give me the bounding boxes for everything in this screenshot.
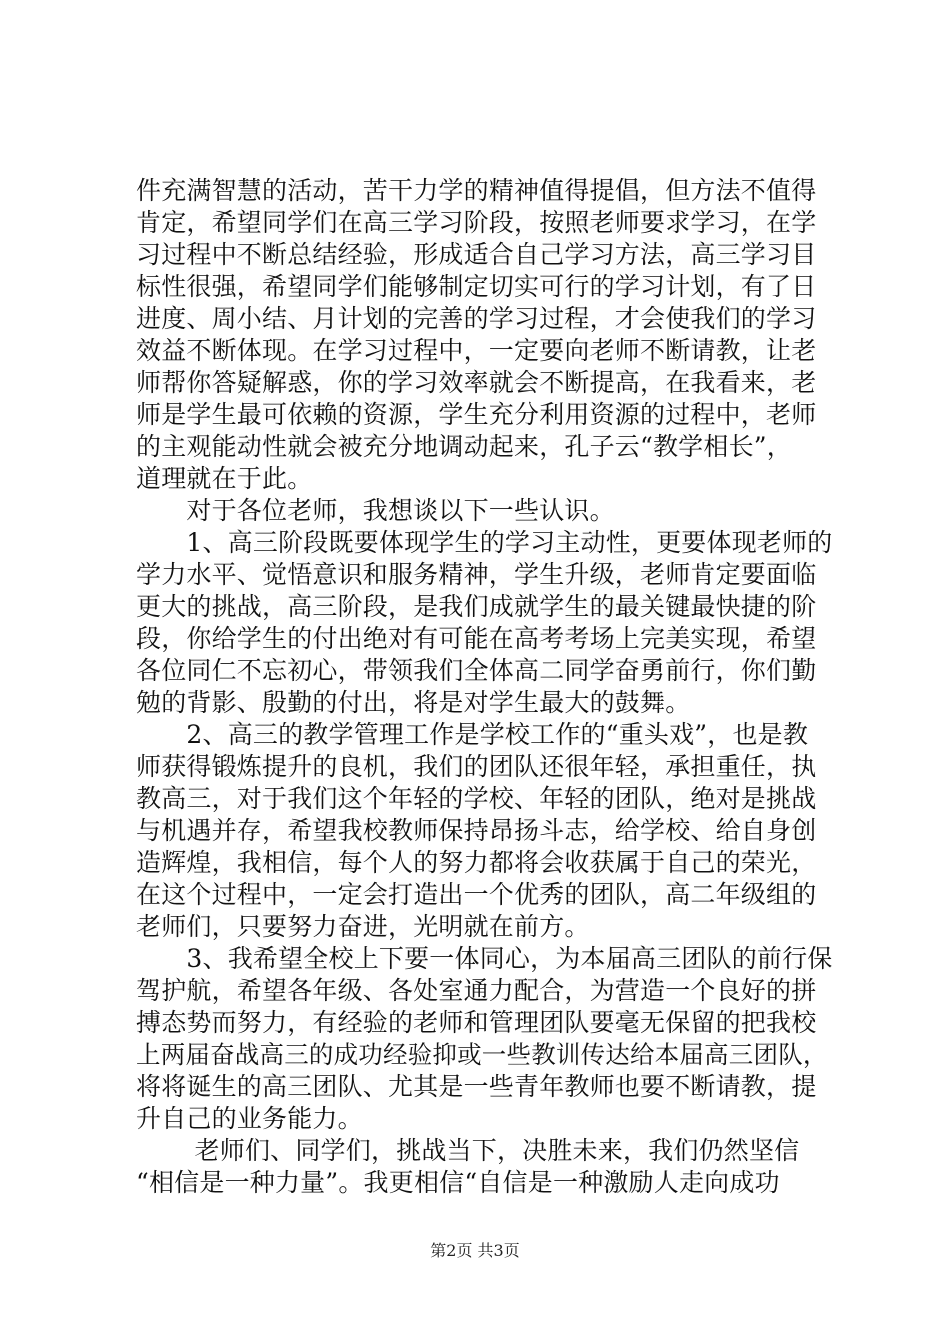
- text-line: 2、高三的教学管理工作是学校工作的“重头戏”，也是教: [136, 720, 809, 749]
- text-line: 1、高三阶段既要体现学生的学习主动性，更要体现老师的: [136, 528, 833, 557]
- text-line: 肯定，希望同学们在高三学习阶段，按照老师要求学习，在学: [136, 208, 817, 237]
- text-line: 对于各位老师，我想谈以下一些认识。: [136, 496, 615, 525]
- text-line: 将将诞生的高三团队、尤其是一些青年教师也要不断请教，提: [136, 1072, 817, 1101]
- text-line: 进度、周小结、月计划的完善的学习过程，才会使我们的学习: [136, 304, 817, 333]
- text-line: 老师们，只要努力奋进，光明就在前方。: [136, 912, 590, 941]
- text-line: 3、我希望全校上下要一体同心，为本届高三团队的前行保: [136, 944, 833, 973]
- text-line: 习过程中不断总结经验，形成适合自己学习方法，高三学习目: [136, 240, 817, 269]
- text-line: 效益不断体现。在学习过程中，一定要向老师不断请教，让老: [136, 336, 817, 365]
- text-line: 搏态势而努力，有经验的老师和管理团队要毫无保留的把我校: [136, 1008, 817, 1037]
- text-line: 教高三，对于我们这个年轻的学校、年轻的团队，绝对是挑战: [136, 784, 817, 813]
- text-line: 师是学生最可依赖的资源，学生充分利用资源的过程中，老师: [136, 400, 817, 429]
- text-line: 造辉煌，我相信，每个人的努力都将会收获属于自己的荣光，: [136, 848, 817, 877]
- text-line: 与机遇并存，希望我校教师保持昂扬斗志，给学校、给自身创: [136, 816, 817, 845]
- text-line: 老师们、同学们，挑战当下，决胜未来，我们仍然坚信: [136, 1136, 800, 1165]
- text-line: 升自己的业务能力。: [136, 1104, 363, 1133]
- text-line: 上两届奋战高三的成功经验抑或一些教训传达给本届高三团队，: [136, 1040, 828, 1069]
- text-line: 的主观能动性就会被充分地调动起来，孔子云“教学相长”，: [136, 432, 792, 461]
- text-line: 道理就在于此。: [136, 464, 313, 493]
- body-text: [136, 175, 836, 1199]
- text-line: 更大的挑战，高三阶段，是我们成就学生的最关键最快捷的阶: [136, 592, 817, 621]
- text-line: 标性很强，希望同学们能够制定切实可行的学习计划，有了日: [136, 272, 817, 301]
- text-line: 驾护航，希望各年级、各处室通力配合，为营造一个良好的拼: [136, 976, 817, 1005]
- page-footer: [0, 1241, 950, 1261]
- text-line: 各位同仁不忘初心，带领我们全体高二同学奋勇前行，你们勤: [136, 656, 817, 685]
- text-line: 师帮你答疑解惑，你的学习效率就会不断提高，在我看来，老: [136, 368, 817, 397]
- text-line: 勉的背影、殷勤的付出，将是对学生最大的鼓舞。: [136, 688, 691, 717]
- text-line: 学力水平、觉悟意识和服务精神，学生升级，老师肯定要面临: [136, 560, 817, 589]
- page-number: 第2页 共3页: [430, 1241, 520, 1260]
- text-line: 在这个过程中，一定会打造出一个优秀的团队，高二年级组的: [136, 880, 817, 909]
- text-line: 段，你给学生的付出绝对有可能在高考考场上完美实现，希望: [136, 624, 817, 653]
- text-line: 师获得锻炼提升的良机，我们的团队还很年轻，承担重任，执: [136, 752, 817, 781]
- text-line: 件充满智慧的活动，苦干力学的精神值得提倡，但方法不值得: [136, 176, 817, 205]
- text-line: “相信是一种力量”。我更相信“自信是一种激励人走向成功: [136, 1168, 780, 1197]
